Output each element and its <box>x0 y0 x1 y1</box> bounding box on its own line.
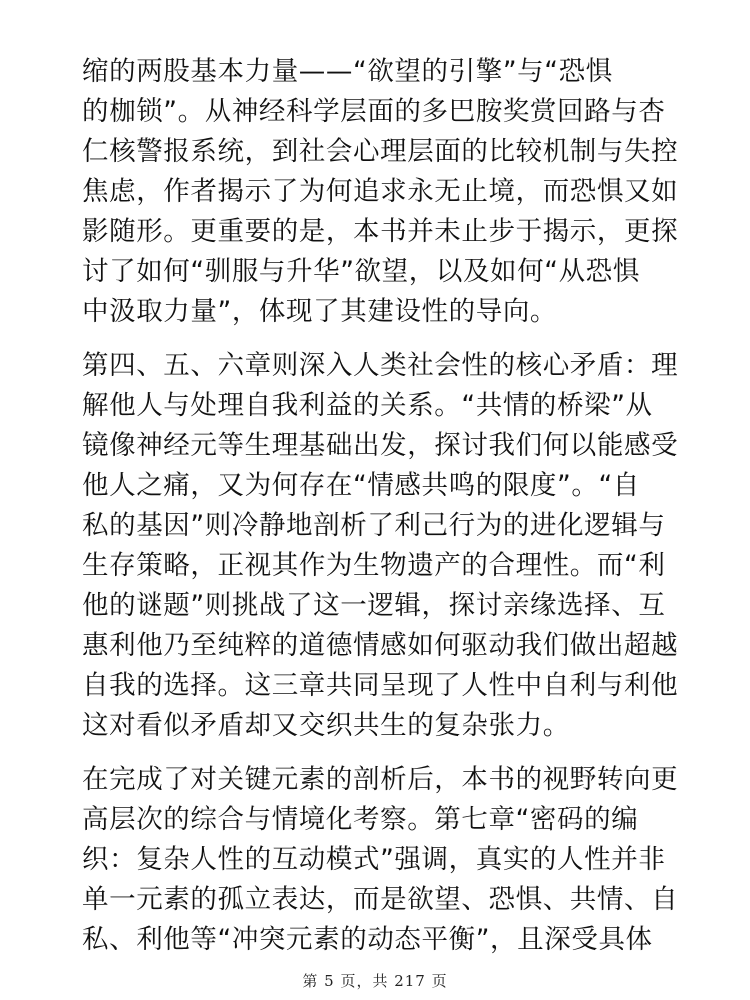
text-line: 自我的选择。这三章共同呈现了人性中自利与利他 <box>82 670 679 701</box>
text-line: 镜像神经元等生理基础出发，探讨我们何以能感受 <box>82 430 679 461</box>
text-line: 第四、五、六章则深入人类社会性的核心矛盾：理 <box>82 350 679 381</box>
text-line: 在完成了对关键元素的剖析后，本书的视野转向更 <box>82 764 679 795</box>
body-text <box>82 52 679 974</box>
text-line: 私的基因”则冷静地剖析了利己行为的进化逻辑与 <box>82 510 666 541</box>
text-line: 缩的两股基本力量——“欲望的引擎”与“恐惧 <box>82 56 613 87</box>
text-line: 生存策略，正视其作为生物遗产的合理性。而“利 <box>82 550 666 581</box>
text-line: 的枷锁”。从神经科学层面的多巴胺奖赏回路与杏 <box>82 96 666 127</box>
text-line: 这对看似矛盾却又交织共生的复杂张力。 <box>82 710 570 741</box>
page-number: 第 5 页，共 217 页 <box>302 972 448 990</box>
paragraph-3 <box>82 760 679 960</box>
text-line: 讨了如何“驯服与升华”欲望，以及如何“从恐惧 <box>82 256 640 287</box>
paragraph-2 <box>82 346 679 746</box>
text-line: 织：复杂人性的互动模式”强调，真实的人性并非 <box>82 844 666 875</box>
text-line: 高层次的综合与情境化考察。第七章“密码的编 <box>82 804 639 835</box>
text-line: 中汲取力量”，体现了其建设性的导向。 <box>82 296 558 327</box>
text-line: 惠利他乃至纯粹的道德情感如何驱动我们做出超越 <box>82 630 679 661</box>
text-line: 私、利他等“冲突元素的动态平衡”，且深受具体 <box>82 924 653 955</box>
text-line: 他人之痛，又为何存在“情感共鸣的限度”。“自 <box>82 470 640 501</box>
text-line: 单一元素的孤立表达，而是欲望、恐惧、共情、自 <box>82 884 679 915</box>
text-line: 他的谜题”则挑战了这一逻辑，探讨亲缘选择、互 <box>82 590 666 621</box>
text-line: 影随形。更重要的是，本书并未止步于揭示，更探 <box>82 216 679 247</box>
text-line: 焦虑，作者揭示了为何追求永无止境，而恐惧又如 <box>82 176 679 207</box>
paragraph-1 <box>82 52 679 332</box>
text-line: 解他人与处理自我利益的关系。“共情的桥梁”从 <box>82 390 653 421</box>
text-line: 仁核警报系统，到社会心理层面的比较机制与失控 <box>82 136 679 167</box>
